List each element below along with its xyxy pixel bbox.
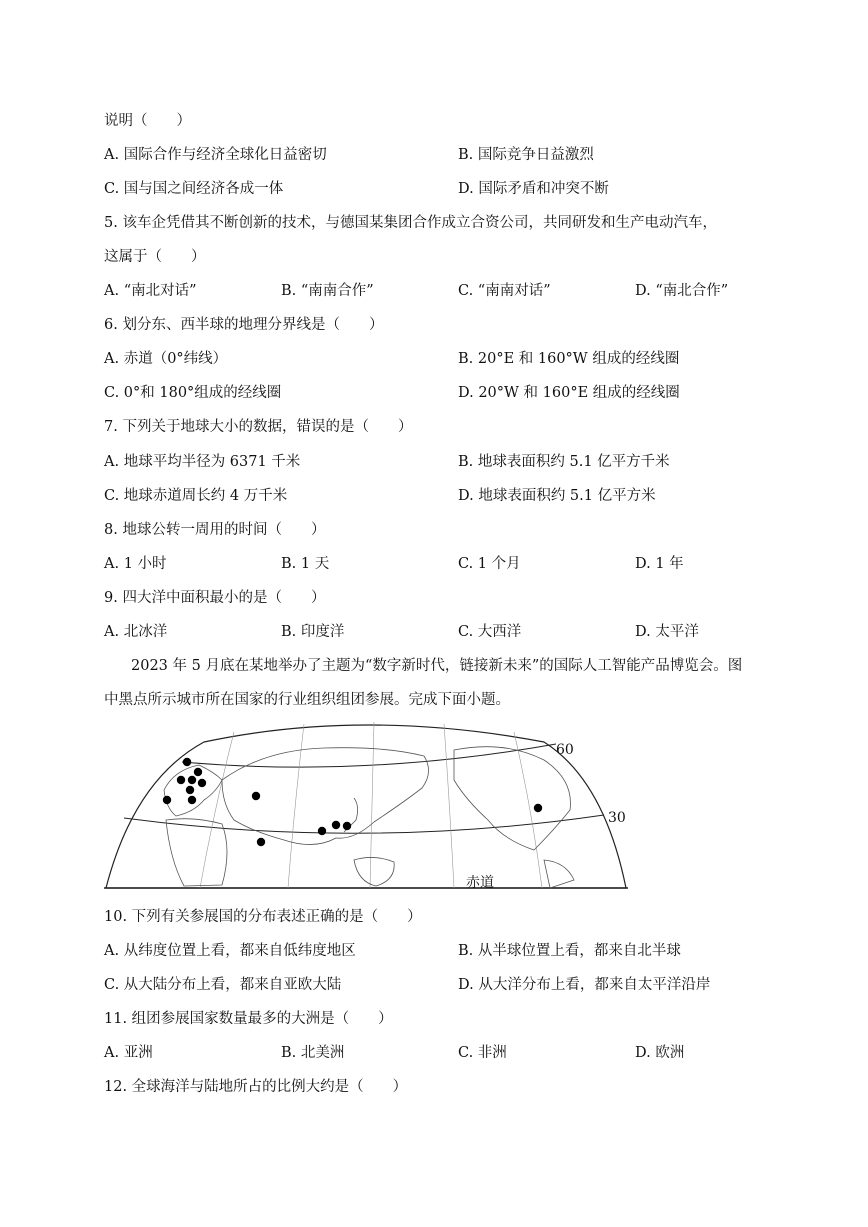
q6-option-c: C. 0°和 180°组成的经线圈 — [104, 385, 282, 401]
q9-stem: 9. 四大洋中面积最小的是（ ） — [104, 590, 326, 606]
q7-stem: 7. 下列关于地球大小的数据，错误的是（ ） — [104, 419, 413, 435]
q10-option-c: C. 从大陆分布上看，都来自亚欧大陆 — [104, 977, 342, 993]
city-dot — [183, 758, 191, 766]
q8-option-d: D. 1 年 — [635, 556, 684, 572]
q5-option-d: D. “南北合作” — [635, 283, 729, 299]
q6-option-a: A. 赤道（0°纬线） — [104, 351, 228, 367]
q8-option-a: A. 1 小时 — [104, 556, 167, 572]
equator-label: 赤道 — [466, 875, 494, 891]
q11-option-c: C. 非洲 — [458, 1045, 507, 1061]
city-dot — [188, 796, 196, 804]
q7-option-c: C. 地球赤道周长约 4 万千米 — [104, 488, 288, 504]
q9-option-d: D. 太平洋 — [635, 624, 699, 640]
q7-option-d: D. 地球表面积约 5.1 亿平方米 — [458, 488, 656, 504]
passage-line1: 2023 年 5 月底在某地举办了主题为“数字新时代，链接新未来”的国际人工智能产品博览会。图 — [131, 658, 743, 674]
q5-option-b: B. “南南合作” — [281, 283, 374, 299]
q10-option-b: B. 从半球位置上看，都来自北半球 — [458, 943, 681, 959]
city-dot — [534, 804, 542, 812]
q11-option-d: D. 欧洲 — [635, 1045, 685, 1061]
q7-option-b: B. 地球表面积约 5.1 亿平方千米 — [458, 454, 670, 470]
q5-option-c: C. “南南对话” — [458, 283, 551, 299]
city-dot — [188, 776, 196, 784]
q9-option-a: A. 北冰洋 — [104, 624, 168, 640]
q7-option-a: A. 地球平均半径为 6371 千米 — [104, 454, 301, 470]
q4-option-b: B. 国际竞争日益激烈 — [458, 147, 594, 163]
q10-option-a: A. 从纬度位置上看，都来自低纬度地区 — [104, 943, 356, 959]
q5-option-a: A. “南北对话” — [104, 283, 197, 299]
q8-option-c: C. 1 个月 — [458, 556, 521, 572]
latitude-60-label: 60 — [556, 742, 574, 758]
city-dot — [257, 838, 265, 846]
q11-option-a: A. 亚洲 — [104, 1045, 153, 1061]
world-map-figure — [104, 720, 634, 892]
q6-option-d: D. 20°W 和 160°E 组成的经线圈 — [458, 385, 680, 401]
q10-stem: 10. 下列有关参展国的分布表述正确的是（ ） — [104, 909, 422, 925]
q4-option-d: D. 国际矛盾和冲突不断 — [458, 181, 609, 197]
q8-stem: 8. 地球公转一周用的时间（ ） — [104, 522, 326, 538]
q4-option-c: C. 国与国之间经济各成一体 — [104, 181, 284, 197]
q9-option-b: B. 印度洋 — [281, 624, 345, 640]
city-dot — [198, 779, 206, 787]
q5-stem-line2: 这属于（ ） — [104, 249, 206, 265]
latitude-30-label: 30 — [608, 810, 626, 826]
q9-option-c: C. 大西洋 — [458, 624, 522, 640]
q8-option-b: B. 1 天 — [281, 556, 330, 572]
q12-stem: 12. 全球海洋与陆地所占的比例大约是（ ） — [104, 1079, 408, 1095]
q11-stem: 11. 组团参展国家数量最多的大洲是（ ） — [104, 1011, 393, 1027]
map-frame — [104, 725, 628, 888]
passage-line2: 中黑点所示城市所在国家的行业组织组团参展。完成下面小题。 — [104, 692, 510, 708]
q6-stem: 6. 划分东、西半球的地理分界线是（ ） — [104, 317, 384, 333]
city-dot — [343, 822, 351, 830]
q4-option-a: A. 国际合作与经济全球化日益密切 — [104, 147, 327, 163]
city-dot — [177, 776, 185, 784]
city-dot — [194, 768, 202, 776]
city-dot — [318, 827, 326, 835]
city-dot — [332, 821, 340, 829]
city-dot — [186, 786, 194, 794]
city-dot — [252, 792, 260, 800]
q10-option-d: D. 从大洋分布上看，都来自太平洋沿岸 — [458, 977, 711, 993]
q11-option-b: B. 北美洲 — [281, 1045, 345, 1061]
q5-stem-line1: 5. 该车企凭借其不断创新的技术，与德国某集团合作成立合资公司，共同研发和生产电动汽车， — [104, 215, 717, 231]
city-dot — [163, 796, 171, 804]
q6-option-b: B. 20°E 和 160°W 组成的经线圈 — [458, 351, 680, 367]
q4-stem-tail: 说明（ ） — [104, 113, 191, 129]
